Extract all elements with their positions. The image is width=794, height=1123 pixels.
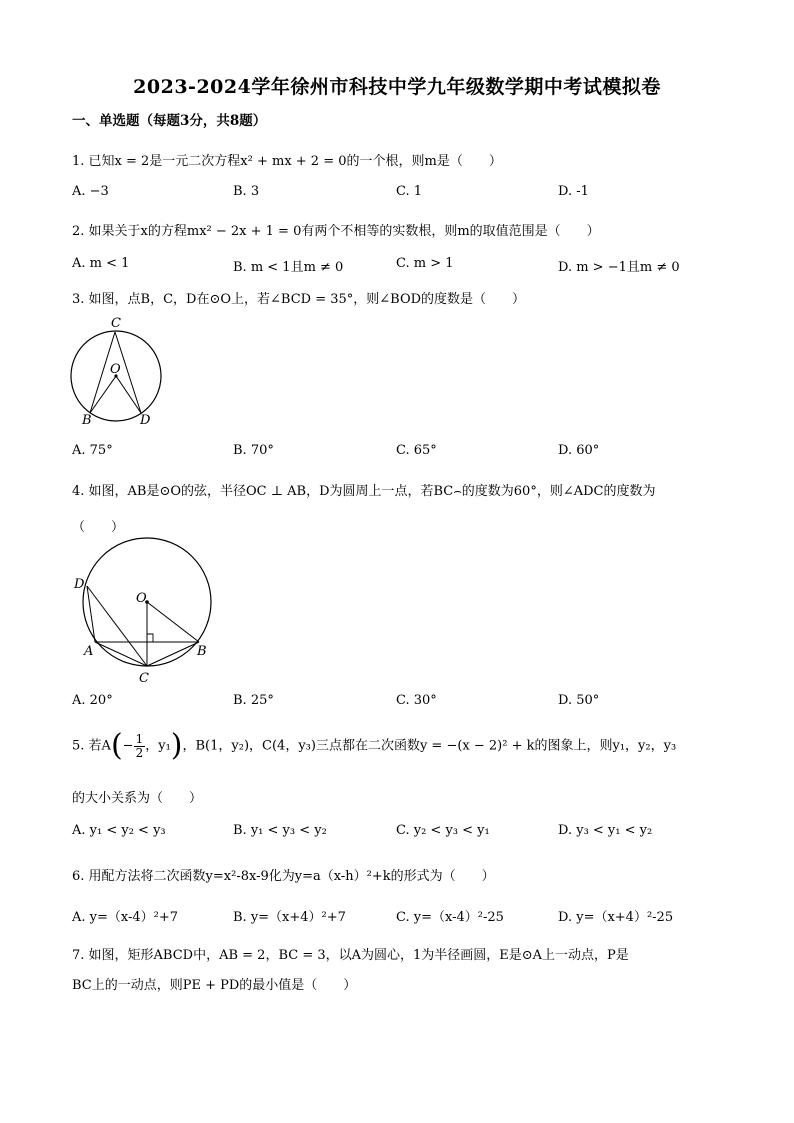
q4-option-d: D. 50° — [558, 693, 600, 708]
q3-label-c: C — [111, 316, 121, 331]
question-4-stem-line1: 4. 如图，AB是⊙O的弦，半径OC ⊥ AB，D为圆周上一点，若BC⌢的度数为60°，则∠ADC的度数为 — [72, 484, 656, 499]
q3-option-c: C. 65° — [396, 443, 437, 458]
q4-segment-ob — [147, 602, 199, 642]
q4-circle-figure — [70, 536, 215, 688]
q3-option-a: A. 75° — [72, 443, 113, 458]
q4-option-b: B. 25° — [233, 693, 274, 708]
q4-option-a: A. 20° — [72, 693, 113, 708]
q1-option-c: C. 1 — [396, 184, 423, 199]
q4-label-d: D — [74, 577, 85, 592]
question-4-stem-line2: （ ） — [72, 520, 125, 535]
question-2-stem: 2. 如果关于x的方程mx² − 2x + 1 = 0有两个不相等的实数根，则m的取值范围是（ ） — [72, 224, 600, 239]
q2-option-a: A. m < 1 — [72, 256, 130, 271]
section-heading: 一、单选题（每题3分，共8题） — [72, 113, 267, 129]
q5-option-c: C. y₂ < y₃ < y₁ — [396, 823, 490, 838]
q4-label-c: C — [139, 671, 149, 686]
q5-fraction — [134, 733, 146, 760]
question-7-stem-line2: BC上的一动点，则PE + PD的最小值是（ ） — [72, 978, 357, 993]
q5-frac-numerator: 1 — [135, 731, 144, 746]
q3-option-d: D. 60° — [558, 443, 600, 458]
q6-option-d: D. y=（x+4）²-25 — [558, 910, 674, 925]
question-7-stem-line1: 7. 如图，矩形ABCD中，AB = 2，BC = 3，以A为圆心，1为半径画圆，E是⊙A上一动点，P是 — [72, 948, 629, 963]
q4-right-angle-mark — [147, 634, 153, 642]
q2-option-d: D. m > −1且m ≠ 0 — [558, 260, 680, 275]
q4-label-a: A — [84, 644, 94, 659]
question-5-stem-line1: 5. 若A(− $\frac{1}{2}$ ，y₁)，B(1，y₂)，C(4，y₃)三点都在二次函数y = −(x − 2)² + k的图象上，则y₁，y₂，y₃ — [72, 728, 677, 763]
q3-segment-ob — [90, 376, 116, 413]
exam-title: 2023-2024学年徐州市科技中学九年级数学期中考试模拟卷 — [133, 76, 661, 98]
q1-option-d: D. -1 — [558, 184, 589, 199]
q5-open-paren: ( — [110, 728, 123, 763]
q4-segment-cb — [147, 642, 199, 666]
question-6-stem: 6. 用配方法将二次函数y=x²-8x-9化为y=a（x-h）²+k的形式为（ ） — [72, 869, 495, 884]
q2-option-c: C. m > 1 — [396, 256, 454, 271]
q5-y1: y₁ — [158, 738, 171, 754]
q3-label-b: B — [82, 413, 92, 428]
q6-option-b: B. y=（x+4）²+7 — [233, 910, 346, 925]
q5-close-paren: ) — [170, 728, 183, 763]
q3-label-o: O — [110, 362, 121, 377]
q3-segment-od — [116, 376, 141, 413]
q5-rest: ，B(1，y₂)，C(4，y₃)三点都在二次函数y = −(x − 2)² + k的图象上，则y₁，y₂，y₃ — [182, 738, 677, 754]
question-5-stem-line2: 的大小关系为（ ） — [72, 791, 203, 806]
q5-prefix: 5. 若A — [72, 738, 111, 754]
question-1-stem: 1. 已知x = 2是一元二次方程x² + mx + 2 = 0的一个根，则m是（ ） — [72, 154, 502, 169]
q6-option-c: C. y=（x-4）²-25 — [396, 910, 504, 925]
q4-label-b: B — [197, 644, 207, 659]
q5-option-b: B. y₁ < y₃ < y₂ — [233, 823, 327, 838]
q4-segment-ac — [95, 642, 147, 666]
q1-option-a: A. −3 — [72, 184, 109, 199]
q3-option-b: B. 70° — [233, 443, 274, 458]
q3-label-d: D — [140, 413, 151, 428]
q3-circle-figure — [66, 312, 166, 430]
q5-frac-denominator: 2 — [135, 745, 144, 760]
q6-option-a: A. y=（x-4）²+7 — [72, 910, 179, 925]
q5-option-d: D. y₃ < y₁ < y₂ — [558, 823, 653, 838]
q1-option-b: B. 3 — [233, 184, 260, 199]
q5-option-a: A. y₁ < y₂ < y₃ — [72, 823, 166, 838]
q4-option-c: C. 30° — [396, 693, 437, 708]
q4-label-o: O — [136, 591, 147, 606]
q2-option-b: B. m < 1且m ≠ 0 — [233, 260, 344, 275]
question-3-stem: 3. 如图，点B，C，D在⊙O上，若∠BCD = 35°，则∠BOD的度数是（ ） — [72, 292, 526, 307]
